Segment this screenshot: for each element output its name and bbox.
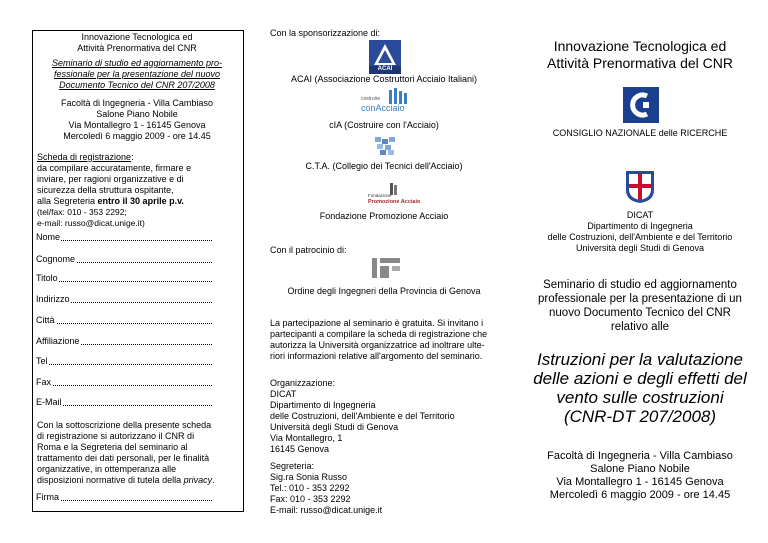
venue-line: Mercoledì 6 maggio 2009 - ore 14.45: [63, 131, 211, 141]
registration-panel: [0, 0, 256, 543]
cnr-name: CONSIGLIO NAZIONALE delle RICERCHE: [552, 128, 728, 138]
organizer-line: Dipartimento di Ingegneria: [270, 400, 376, 410]
cia-logo-text: conAcciaio: [361, 103, 405, 113]
sponsor-fpa: Fondazione Promozione Acciaio: [319, 211, 449, 221]
field-tel[interactable]: [36, 356, 212, 366]
deadline-prefix: alla Segreteria: [37, 196, 98, 206]
cover-venue-line: Facoltà di Ingegneria - Villa Cambiaso: [547, 450, 733, 462]
cia-logo-icon: [359, 88, 415, 116]
dicat-line: DICAT: [626, 210, 654, 220]
seminar-title-line: Documento Tecnico del CNR 207/2008: [59, 80, 215, 90]
sponsor-cta: C.T.A. (Collegio dei Tecnici dell'Acciaio): [305, 161, 463, 171]
participation-note: [270, 318, 500, 362]
field-cognome[interactable]: [36, 254, 212, 264]
cover-venue: [512, 450, 768, 502]
venue-info: [34, 98, 240, 142]
field-label: Città: [36, 315, 55, 325]
field-label: Affiliazione: [36, 336, 80, 346]
cover-seminar-line: Seminario di studio ed aggiornamento: [543, 279, 737, 291]
document-title: [512, 350, 768, 426]
field-label: E-Mail: [36, 397, 62, 407]
field-affiliazione[interactable]: [36, 336, 212, 346]
seminar-title-line: fessionale per la presentazione del nuovo: [53, 69, 221, 79]
dicat-logo-icon: [625, 170, 655, 204]
cover-venue-line: Salone Piano Nobile: [590, 463, 690, 475]
consent-period: .: [212, 475, 215, 485]
participation-line: riori informazioni relative all'argomento del seminario.: [270, 351, 483, 361]
consent-line: trattamento dei dati personali, per le finalità: [37, 453, 210, 463]
field-label: Firma: [36, 492, 59, 502]
registration-instructions: [37, 152, 243, 228]
field-email[interactable]: [36, 397, 212, 407]
venue-line: Via Montallegro 1 - 16145 Genova: [68, 120, 206, 130]
seminar-title-line: Seminario di studio ed aggiornamento pro-: [51, 58, 223, 68]
cover-seminar-line: relativo alle: [610, 321, 670, 333]
fpa-logo-line: Fondazione: [368, 193, 392, 198]
acai-logo-text: ACAI: [377, 66, 393, 72]
field-indirizzo[interactable]: [36, 294, 212, 304]
secretariat-line: Tel.: 010 - 353 2292: [270, 483, 350, 493]
privacy-consent: [37, 420, 243, 486]
field-label: Cognome: [36, 254, 76, 264]
patron-ordine: Ordine degli Ingegneri della Provincia di Genova: [287, 286, 481, 296]
document-title-line: vento sulle costruzioni: [556, 388, 724, 407]
org-title-line: Attività Prenormativa del CNR: [77, 43, 197, 53]
seminar-title: [34, 58, 240, 91]
field-titolo[interactable]: [36, 273, 212, 283]
consent-line: organizzative, in ottemperanza alle: [37, 464, 177, 474]
field-label: Tel: [36, 356, 48, 366]
fpa-logo-icon: [368, 183, 428, 207]
consent-line: Con la sottoscrizione della presente scheda: [37, 420, 212, 430]
participation-line: partecipanti a compilare la scheda di registrazione che: [270, 329, 488, 339]
secretariat-line: Segreteria:: [270, 461, 315, 471]
organizer-line: DICAT: [270, 389, 297, 399]
venue-line: Facoltà di Ingegneria - Villa Cambiaso: [61, 98, 213, 108]
secretariat-line: E-mail: russo@dicat.unige.it: [270, 505, 383, 515]
dicat-line: Dipartimento di Ingegneria: [587, 221, 693, 231]
consent-line: Roma e la Segreteria del seminario al: [37, 442, 188, 452]
tel-fax: (tel/fax: 010 - 353 2292;: [37, 207, 127, 217]
instruction-line: da compilare accuratamente, firmare e: [37, 163, 192, 173]
cia-logo-small: costruire: [361, 96, 381, 102]
ordine-logo-icon: [371, 256, 401, 280]
field-label: Fax: [36, 377, 52, 387]
cover-venue-line: Via Montallegro 1 - 16145 Genova: [556, 476, 724, 488]
field-citta[interactable]: [36, 315, 212, 325]
privacy-word: privacy: [183, 475, 213, 485]
field-nome[interactable]: [36, 232, 212, 242]
secretariat-info: [270, 461, 506, 516]
organizer-line: Organizzazione:: [270, 378, 336, 388]
acai-logo-icon: [369, 40, 401, 74]
document-title-line: delle azioni e degli effetti del: [533, 369, 747, 388]
venue-line: Salone Piano Nobile: [96, 109, 178, 119]
org-title-line: Innovazione Tecnologica ed: [81, 32, 193, 42]
sponsors-panel: [256, 0, 512, 543]
sponsor-heading: Con la sponsorizzazione di:: [270, 28, 381, 38]
email: e-mail: russo@dicat.unige.it): [37, 217, 145, 228]
document-title-line: Istruzioni per la valutazione: [536, 350, 743, 369]
scheda-label: Scheda di registrazione: [37, 152, 132, 162]
field-label: Nome: [36, 232, 61, 242]
sponsor-cia: cIA (Costruire con l'Acciaio): [329, 120, 439, 130]
cover-seminar: [512, 278, 768, 334]
dicat-line: delle Costruzioni, dell'Ambiente e del Territorio: [547, 232, 733, 242]
cover-seminar-line: professionale per la presentazione di un: [538, 293, 742, 305]
instruction-line: sicurezza della struttura ospitante,: [37, 185, 174, 195]
participation-line: autorizza la Università organizzatrice ad inoltrare ulte-: [270, 340, 485, 350]
consent-line: di registrazione si autorizzano il CNR di: [37, 431, 195, 441]
instruction-line: inviare, per ragioni organizzative e di: [37, 174, 184, 184]
organizer-line: delle Costruzioni, dell'Ambiente e del Territorio: [270, 411, 455, 421]
organizer-line: Via Montallegro, 1: [270, 433, 343, 443]
organizer-info: [270, 378, 506, 455]
field-label: Indirizzo: [36, 294, 70, 304]
sponsor-acai: ACAI (Associazione Costruttori Acciaio Italiani): [290, 74, 478, 84]
cover-panel: [512, 0, 768, 543]
field-fax[interactable]: [36, 377, 212, 387]
secretariat-line: Fax: 010 - 353 2292: [270, 494, 351, 504]
dicat-info: [512, 210, 768, 254]
participation-line: La partecipazione al seminario è gratuita. Si invitano i: [270, 318, 484, 328]
cover-seminar-line: nuovo Documento Tecnico del CNR: [549, 307, 731, 319]
patronage-heading: Con il patrocinio di:: [270, 245, 347, 255]
cover-venue-line: Mercoledì 6 maggio 2009 - ore 14.45: [549, 489, 731, 501]
document-title-line: (CNR-DT 207/2008): [563, 407, 717, 426]
field-label: Titolo: [36, 273, 58, 283]
organizer-line: 16145 Genova: [270, 444, 330, 454]
field-firma[interactable]: [36, 492, 212, 502]
scheda-colon: :: [131, 152, 134, 162]
fpa-logo-line: Promozione Acciaio: [368, 199, 421, 205]
organizer-line: Università degli Studi di Genova: [270, 422, 399, 432]
consent-line: disposizioni normative di tutela della: [37, 475, 184, 485]
cta-logo-icon: [374, 136, 396, 156]
cover-title-line: Attività Prenormativa del CNR: [547, 55, 733, 71]
org-title: [34, 32, 240, 54]
dicat-line: Università degli Studi di Genova: [575, 243, 705, 253]
secretariat-line: Sig.ra Sonia Russo: [270, 472, 348, 482]
cover-title-line: Innovazione Tecnologica ed: [553, 38, 727, 54]
cover-title: [512, 38, 768, 72]
cnr-logo-icon: [623, 87, 659, 123]
deadline: entro il 30 aprile p.v.: [97, 196, 184, 206]
